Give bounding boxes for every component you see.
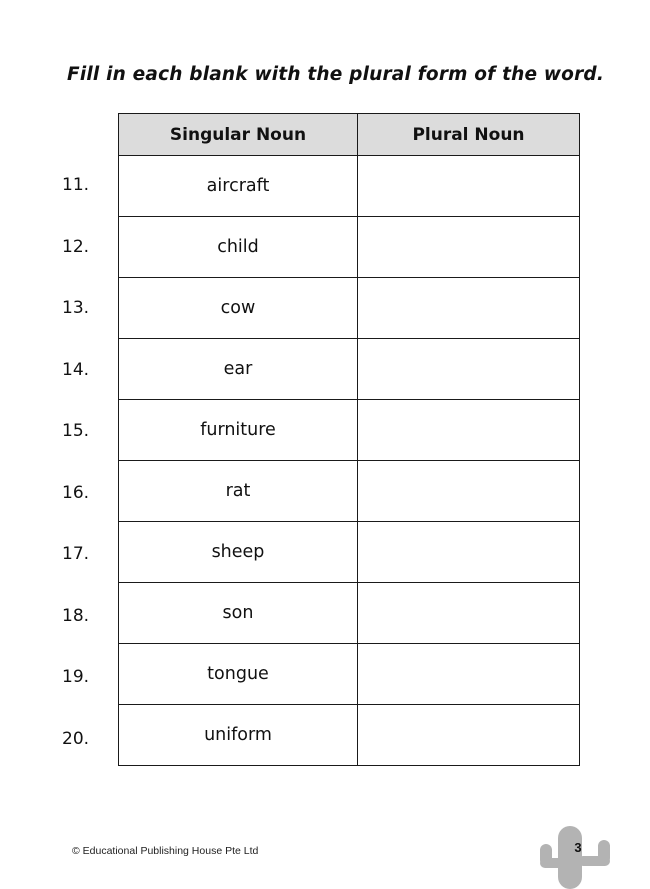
row-number: 12. (62, 236, 90, 257)
instruction-heading: Fill in each blank with the plural form of the word. (67, 64, 605, 85)
plural-answer-blank[interactable] (358, 339, 580, 400)
table-row (119, 278, 580, 339)
plural-answer-blank[interactable] (358, 522, 580, 583)
plural-answer-blank[interactable] (358, 705, 580, 766)
row-number: 20. (62, 728, 90, 749)
singular-noun-cell: ear (119, 339, 358, 400)
cactus-icon (538, 826, 618, 889)
row-number: 15. (62, 421, 90, 441)
copyright-notice: © Educational Publishing House Pte Ltd (72, 845, 259, 857)
singular-noun-cell: aircraft (119, 156, 358, 217)
plural-answer-blank[interactable] (358, 217, 580, 278)
row-number: 17. (62, 544, 90, 564)
singular-noun-cell: sheep (119, 522, 358, 583)
row-number: 13. (62, 298, 90, 318)
table-row (119, 156, 580, 217)
row-number-column (62, 155, 112, 770)
singular-noun-cell: furniture (119, 400, 358, 461)
table-row (119, 705, 580, 766)
singular-noun-cell: tongue (119, 644, 358, 705)
singular-noun-cell: uniform (119, 705, 358, 766)
singular-noun-cell: rat (119, 461, 358, 522)
page-number: 3 (574, 840, 582, 855)
plural-worksheet-table (118, 113, 580, 766)
row-number: 19. (62, 667, 90, 687)
table-row (119, 522, 580, 583)
plural-noun-header: Plural Noun (358, 114, 580, 156)
table-row (119, 644, 580, 705)
plural-answer-blank[interactable] (358, 156, 580, 217)
singular-noun-cell: son (119, 583, 358, 644)
table-row (119, 583, 580, 644)
row-number: 16. (62, 482, 90, 503)
plural-answer-blank[interactable] (358, 278, 580, 339)
row-number: 18. (62, 605, 90, 626)
singular-noun-cell: child (119, 217, 358, 278)
row-number: 11. (62, 175, 90, 195)
plural-answer-blank[interactable] (358, 400, 580, 461)
table-row (119, 400, 580, 461)
table-header-row (119, 114, 580, 156)
table-row (119, 461, 580, 522)
plural-answer-blank[interactable] (358, 583, 580, 644)
plural-answer-blank[interactable] (358, 644, 580, 705)
row-number: 14. (62, 359, 90, 380)
table-row (119, 339, 580, 400)
singular-noun-cell: cow (119, 278, 358, 339)
plural-answer-blank[interactable] (358, 461, 580, 522)
table-row (119, 217, 580, 278)
singular-noun-header: Singular Noun (119, 114, 358, 156)
